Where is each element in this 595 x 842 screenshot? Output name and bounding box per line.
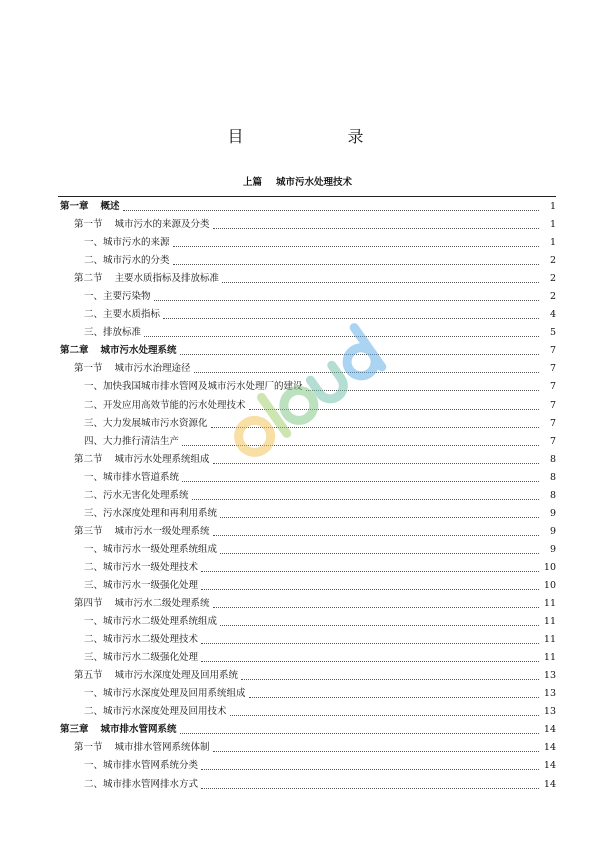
toc-section-row bbox=[58, 739, 556, 757]
dot-leader bbox=[201, 588, 539, 590]
toc-page-number: 7 bbox=[549, 381, 556, 393]
toc-entry-label bbox=[58, 306, 160, 324]
toc-subsection-row bbox=[58, 234, 556, 252]
dot-leader bbox=[201, 642, 539, 644]
toc-entry-text: 一、城市排水管网系统分类 bbox=[84, 760, 199, 772]
toc-entry-label bbox=[58, 252, 170, 270]
toc-page-number: 7 bbox=[549, 417, 556, 429]
toc-entry-text: 主要水质指标及排放标准 bbox=[114, 273, 220, 285]
toc-entry-text: 城市污水深度处理及回用系统 bbox=[114, 670, 239, 682]
toc-entry-label bbox=[58, 703, 227, 721]
toc-chapter-row bbox=[58, 721, 556, 739]
toc-entry-text: 二、城市污水二级处理技术 bbox=[84, 634, 199, 646]
toc-page-number: 13 bbox=[543, 706, 556, 718]
toc-page-number: 11 bbox=[543, 598, 556, 610]
toc-entry-label bbox=[58, 415, 208, 433]
toc-entry-label bbox=[58, 721, 177, 739]
toc-entry-text: 城市排水管网系统 bbox=[100, 724, 177, 736]
dot-leader bbox=[173, 263, 539, 265]
dot-leader bbox=[220, 516, 539, 518]
toc-entry-text: 城市污水处理系统 bbox=[100, 345, 177, 357]
part-heading bbox=[0, 174, 595, 188]
toc-entry-label bbox=[58, 757, 198, 775]
toc-page-number: 9 bbox=[549, 543, 556, 555]
toc-page-number: 1 bbox=[549, 201, 556, 212]
toc-entry-number: 第二节 bbox=[74, 273, 103, 285]
toc-entry-label bbox=[58, 523, 210, 541]
toc-entry-number: 第五节 bbox=[74, 670, 103, 682]
toc-subsection-row bbox=[58, 469, 556, 487]
dot-leader bbox=[230, 714, 539, 716]
toc-subsection-row bbox=[58, 505, 556, 523]
dot-leader bbox=[213, 227, 539, 229]
toc-entry-text: 一、城市污水的来源 bbox=[84, 237, 170, 249]
toc-entry-text: 一、城市排水管道系统 bbox=[84, 471, 180, 483]
toc-section-row bbox=[58, 667, 556, 685]
toc-page-number: 13 bbox=[543, 688, 556, 700]
toc-entry-number: 第一节 bbox=[74, 742, 103, 754]
toc-entry-label bbox=[58, 577, 198, 595]
toc-entry-number: 第三节 bbox=[74, 525, 103, 537]
toc-entry-text: 二、城市排水管网排水方式 bbox=[84, 778, 199, 790]
toc-subsection-row bbox=[58, 541, 556, 559]
toc-entry-number: 第一节 bbox=[74, 219, 103, 231]
toc-entry-text: 城市污水处理系统组成 bbox=[114, 453, 210, 465]
toc-page-number: 2 bbox=[549, 273, 556, 285]
toc-page-number: 5 bbox=[549, 327, 556, 339]
toc-entry-number: 第四节 bbox=[74, 598, 103, 610]
toc-page-number: 8 bbox=[549, 489, 556, 501]
toc-entry-text: 一、加快我国城市排水管网及城市污水处理厂的建设 bbox=[84, 381, 303, 393]
toc-page-number: 14 bbox=[543, 778, 556, 790]
dot-leader bbox=[220, 624, 539, 626]
toc-page-number: 13 bbox=[543, 670, 556, 682]
toc-entry-label bbox=[58, 270, 219, 288]
toc-entry-label bbox=[58, 324, 141, 342]
dot-leader bbox=[222, 281, 539, 283]
toc-page-number: 2 bbox=[549, 291, 556, 303]
toc-section-row bbox=[58, 216, 556, 234]
toc-entry-text: 城市污水二级处理系统 bbox=[114, 598, 210, 610]
toc-entry-text: 城市排水管网系统体制 bbox=[114, 742, 210, 754]
toc-entry-text: 三、城市污水二级强化处理 bbox=[84, 652, 199, 664]
toc-entry-label bbox=[58, 360, 191, 378]
dot-leader bbox=[201, 768, 539, 770]
toc-section-row bbox=[58, 595, 556, 613]
toc-entry-label bbox=[58, 234, 170, 252]
toc-entry-number: 第二章 bbox=[60, 345, 89, 357]
toc-entry-label bbox=[58, 288, 151, 306]
toc-entry-label bbox=[58, 559, 198, 577]
toc-entry-label bbox=[58, 342, 177, 360]
toc-subsection-row bbox=[58, 288, 556, 306]
toc-page-number: 11 bbox=[543, 634, 556, 646]
dot-leader bbox=[123, 209, 539, 211]
toc-page-number: 10 bbox=[543, 561, 556, 573]
toc-page-number: 14 bbox=[543, 742, 556, 754]
toc-page-number: 11 bbox=[543, 616, 556, 628]
toc-subsection-row bbox=[58, 559, 556, 577]
toc-entry-text: 二、污水无害化处理系统 bbox=[84, 489, 189, 501]
toc-subsection-row bbox=[58, 577, 556, 595]
toc-entry-label bbox=[58, 469, 179, 487]
toc-entry-text: 一、城市污水一级处理系统组成 bbox=[84, 543, 218, 555]
dot-leader bbox=[182, 480, 539, 482]
toc-page-number: 7 bbox=[549, 399, 556, 411]
toc-subsection-row bbox=[58, 252, 556, 270]
page-title: 目 录 bbox=[227, 127, 408, 146]
toc-section-row bbox=[58, 523, 556, 541]
toc-entry-text: 城市污水一级处理系统 bbox=[114, 525, 210, 537]
toc-page-number: 14 bbox=[543, 760, 556, 772]
toc-entry-label bbox=[58, 541, 217, 559]
toc-entry-text: 三、城市污水一级强化处理 bbox=[84, 579, 199, 591]
toc-entry-label bbox=[58, 487, 189, 505]
dot-leader bbox=[201, 660, 539, 662]
toc-page-number: 9 bbox=[549, 507, 556, 519]
toc-page-number: 8 bbox=[549, 453, 556, 465]
toc-entry-text: 一、城市污水深度处理及回用系统组成 bbox=[84, 688, 246, 700]
toc-entry-text: 一、城市污水二级处理系统组成 bbox=[84, 616, 218, 628]
toc-entry-label bbox=[58, 667, 238, 685]
toc-entry-text: 四、大力推行清洁生产 bbox=[84, 435, 180, 447]
dot-leader bbox=[201, 570, 539, 572]
toc-entry-label bbox=[58, 505, 217, 523]
toc-entry-text: 一、主要污染物 bbox=[84, 291, 151, 303]
dot-leader bbox=[249, 696, 539, 698]
toc-entry-text: 三、污水深度处理和再利用系统 bbox=[84, 507, 218, 519]
toc-entry-text: 二、主要水质指标 bbox=[84, 309, 161, 321]
toc-page-number: 7 bbox=[549, 345, 556, 357]
watermark-letter-c bbox=[232, 414, 277, 459]
toc-entry-text: 概述 bbox=[100, 201, 120, 212]
toc-page-number: 14 bbox=[543, 724, 556, 736]
toc-subsection-row bbox=[58, 757, 556, 775]
toc-entry-text: 三、大力发展城市污水资源化 bbox=[84, 417, 208, 429]
dot-leader bbox=[241, 678, 539, 680]
dot-leader bbox=[220, 552, 539, 554]
toc-page-number: 4 bbox=[549, 309, 556, 321]
toc-entry-number: 第一章 bbox=[60, 201, 89, 212]
toc-page-number: 9 bbox=[549, 525, 556, 537]
toc-entry-number: 第三章 bbox=[60, 724, 89, 736]
toc-subsection-row bbox=[58, 649, 556, 667]
toc-page-number: 7 bbox=[549, 363, 556, 375]
dot-leader bbox=[213, 606, 539, 608]
toc-subsection-row bbox=[58, 487, 556, 505]
toc-page-number: 10 bbox=[543, 579, 556, 591]
toc-entry-label bbox=[58, 776, 198, 794]
toc-entry-number: 第二节 bbox=[74, 453, 103, 465]
dot-leader bbox=[213, 750, 539, 752]
dot-leader bbox=[180, 732, 539, 734]
toc-entry-label bbox=[58, 739, 210, 757]
toc-entry-label bbox=[58, 631, 198, 649]
toc-entry-label bbox=[58, 198, 120, 216]
toc-entry-text: 三、排放标准 bbox=[84, 327, 142, 339]
toc-subsection-row bbox=[58, 685, 556, 703]
part-label: 上篇 bbox=[242, 177, 262, 188]
toc-subsection-row bbox=[58, 613, 556, 631]
toc-subsection-row bbox=[58, 631, 556, 649]
toc-entry-number: 第一节 bbox=[74, 363, 103, 375]
toc-entry-text: 二、城市污水一级处理技术 bbox=[84, 561, 199, 573]
toc-page-number: 8 bbox=[549, 471, 556, 483]
toc-subsection-row bbox=[58, 703, 556, 721]
dot-leader bbox=[173, 245, 539, 247]
toc-page-number: 2 bbox=[549, 255, 556, 267]
table-of-contents bbox=[58, 198, 556, 794]
toc-entry-label bbox=[58, 451, 210, 469]
toc-entry-text: 二、城市污水的分类 bbox=[84, 255, 170, 267]
toc-entry-label bbox=[58, 649, 198, 667]
cloud-watermark-logo bbox=[210, 320, 400, 470]
toc-section-row bbox=[58, 270, 556, 288]
toc-entry-text: 城市污水的来源及分类 bbox=[114, 219, 210, 231]
header-rule bbox=[58, 196, 556, 197]
toc-chapter-row bbox=[58, 198, 556, 216]
part-name: 城市污水处理技术 bbox=[276, 177, 353, 188]
toc-entry-label bbox=[58, 433, 179, 451]
toc-page-number: 1 bbox=[549, 219, 556, 231]
toc-subsection-row bbox=[58, 776, 556, 794]
toc-entry-label bbox=[58, 613, 217, 631]
toc-page-number: 11 bbox=[543, 652, 556, 664]
toc-page-number: 1 bbox=[549, 237, 556, 249]
dot-leader bbox=[163, 317, 539, 319]
toc-entry-label bbox=[58, 685, 246, 703]
toc-entry-text: 二、开发应用高效节能的污水处理技术 bbox=[84, 399, 246, 411]
dot-leader bbox=[201, 787, 539, 789]
toc-entry-label bbox=[58, 216, 210, 234]
toc-entry-text: 城市污水治理途径 bbox=[114, 363, 191, 375]
toc-entry-text: 二、城市污水深度处理及回用技术 bbox=[84, 706, 227, 718]
toc-page-number: 7 bbox=[549, 435, 556, 447]
toc-entry-label bbox=[58, 595, 210, 613]
dot-leader bbox=[213, 534, 539, 536]
dot-leader bbox=[154, 299, 539, 301]
dot-leader bbox=[192, 498, 539, 500]
